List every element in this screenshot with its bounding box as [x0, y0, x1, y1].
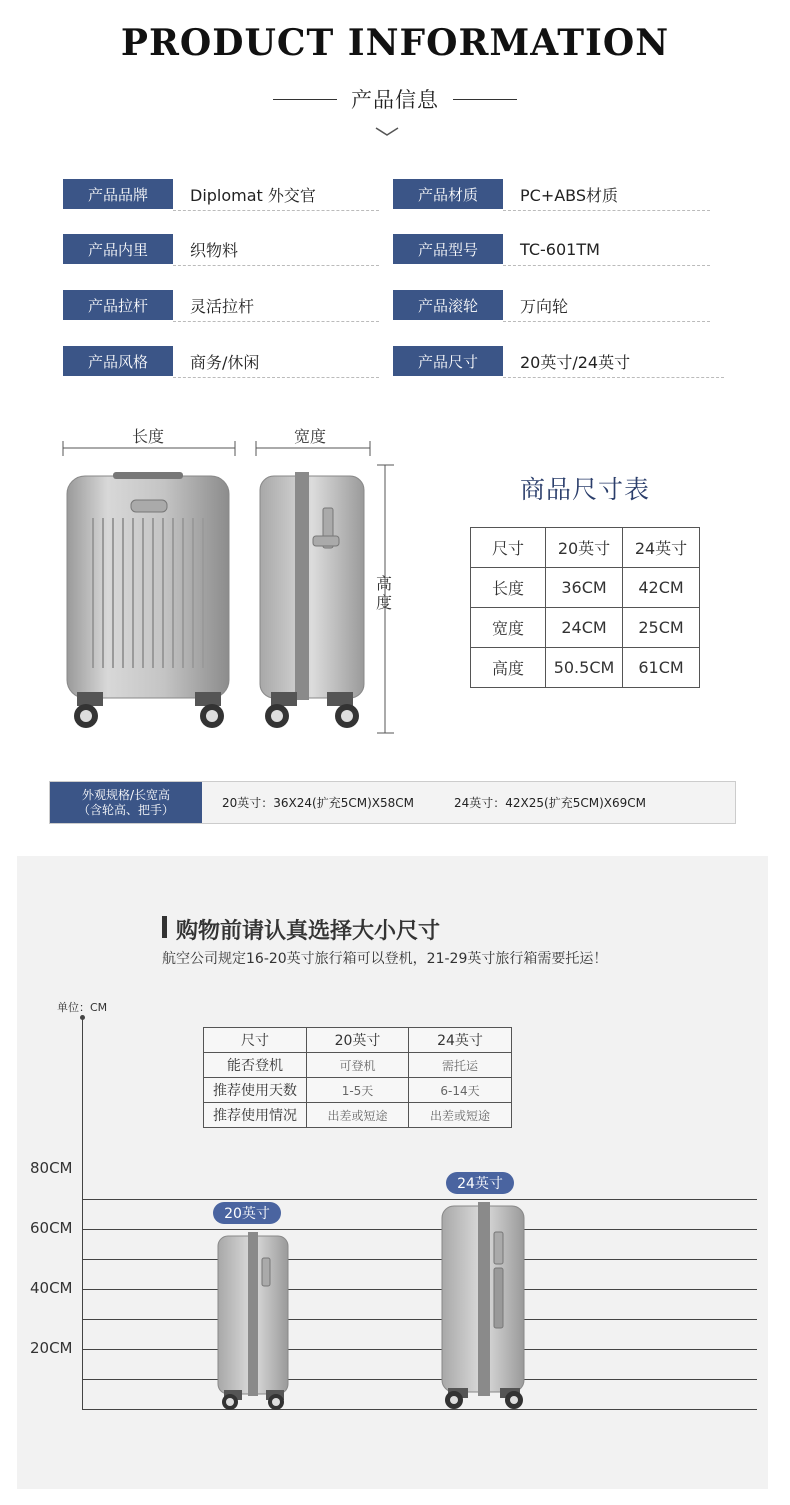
table-row	[471, 568, 700, 608]
tick-label: 20CM	[30, 1339, 73, 1357]
table-header-cell: 24英寸	[623, 528, 700, 568]
spec-item-24: 24英寸：42X25(扩充5CM)X69CM	[453, 796, 646, 810]
table-header-cell: 20英寸	[307, 1028, 409, 1053]
size-table	[470, 527, 700, 688]
page-title-en: PRODUCT INFORMATION	[120, 22, 670, 64]
info-label: 产品拉杆	[63, 290, 173, 320]
table-cell: 61CM	[623, 648, 700, 688]
tick-label: 60CM	[30, 1219, 73, 1237]
grid-line	[83, 1319, 757, 1320]
badge-20-inch: 20英寸	[213, 1202, 281, 1224]
table-cell: 36CM	[546, 568, 623, 608]
table-row	[471, 648, 700, 688]
table-cell: 可登机	[307, 1053, 409, 1078]
info-row-style	[63, 346, 259, 376]
table-cell: 出差或短途	[409, 1103, 512, 1128]
table-cell: 24CM	[546, 608, 623, 648]
page-subtitle	[0, 84, 790, 114]
info-row-handle	[63, 290, 254, 320]
table-row	[471, 608, 700, 648]
info-label: 产品尺寸	[393, 346, 503, 376]
suitcase-dimension-illustration	[55, 436, 405, 741]
grid-line	[83, 1199, 757, 1200]
grid-line	[83, 1289, 757, 1290]
tick-label: 40CM	[30, 1279, 73, 1297]
dotted-underline	[503, 377, 724, 378]
table-header-cell: 尺寸	[204, 1028, 307, 1053]
info-row-brand	[63, 179, 316, 209]
table-cell: 高度	[471, 648, 546, 688]
dotted-underline	[173, 210, 379, 211]
info-label: 产品材质	[393, 179, 503, 209]
table-cell: 出差或短途	[307, 1103, 409, 1128]
info-value: 织物料	[190, 240, 239, 260]
table-header-cell: 24英寸	[409, 1028, 512, 1053]
info-value: TC-601TM	[520, 239, 600, 259]
info-value: 万向轮	[520, 296, 569, 316]
table-cell: 推荐使用天数	[204, 1078, 307, 1103]
spec-item-20: 20英寸：36X24(扩充5CM)X58CM	[222, 796, 414, 810]
info-value: 商务/休闲	[190, 352, 260, 372]
info-label: 产品型号	[393, 234, 503, 264]
info-value: Diplomat 外交官	[190, 185, 316, 205]
info-row-size	[393, 346, 630, 376]
dotted-underline	[503, 321, 710, 322]
grid-line	[83, 1379, 757, 1380]
length-label: 长度	[132, 427, 165, 446]
dotted-underline	[503, 210, 710, 211]
comparison-title: 购物前请认真选择大小尺寸	[176, 919, 441, 944]
info-row-lining	[63, 234, 238, 264]
height-label: 高度	[376, 574, 393, 612]
spec-label-line2: （含轮高、把手）	[77, 802, 174, 817]
divider-right	[453, 99, 517, 100]
table-header-cell: 20英寸	[546, 528, 623, 568]
info-row-model	[393, 234, 600, 264]
info-label: 产品品牌	[63, 179, 173, 209]
page-title-cn: 产品信息	[351, 88, 439, 112]
title-accent-bar	[162, 916, 167, 938]
table-row	[204, 1053, 512, 1078]
suitcase-24-illustration	[436, 1198, 531, 1413]
spec-label-line1: 外观规格/长宽高	[81, 787, 171, 802]
table-row	[471, 528, 700, 568]
comparison-table	[203, 1027, 512, 1128]
grid-line	[83, 1349, 757, 1350]
grid-line	[83, 1229, 757, 1230]
table-cell: 需托运	[409, 1053, 512, 1078]
info-row-wheels	[393, 290, 568, 320]
table-row	[204, 1028, 512, 1053]
table-cell: 推荐使用情况	[204, 1103, 307, 1128]
table-cell: 42CM	[623, 568, 700, 608]
table-row	[204, 1103, 512, 1128]
spec-label	[50, 782, 202, 823]
table-cell: 50.5CM	[546, 648, 623, 688]
unit-label: 单位：CM	[57, 1001, 108, 1014]
dotted-underline	[173, 321, 379, 322]
info-value: 灵活拉杆	[190, 296, 255, 316]
table-cell: 宽度	[471, 608, 546, 648]
dotted-underline	[173, 265, 379, 266]
info-label: 产品滚轮	[393, 290, 503, 320]
size-table-title: 商品尺寸表	[519, 475, 650, 504]
badge-24-inch: 24英寸	[446, 1172, 514, 1194]
width-label: 宽度	[294, 427, 327, 446]
grid-line	[83, 1409, 757, 1410]
table-header-cell: 尺寸	[471, 528, 546, 568]
table-cell: 1-5天	[307, 1078, 409, 1103]
table-row	[204, 1078, 512, 1103]
suitcase-20-illustration	[210, 1228, 300, 1413]
info-value: PC+ABS材质	[520, 185, 619, 205]
table-cell: 25CM	[623, 608, 700, 648]
table-cell: 6-14天	[409, 1078, 512, 1103]
info-row-material	[393, 179, 618, 209]
dotted-underline	[173, 377, 379, 378]
info-label: 产品内里	[63, 234, 173, 264]
spec-bar	[49, 781, 736, 824]
info-label: 产品风格	[63, 346, 173, 376]
dotted-underline	[503, 265, 710, 266]
vertical-axis	[82, 1017, 83, 1410]
divider-left	[273, 99, 337, 100]
table-cell: 长度	[471, 568, 546, 608]
table-cell: 能否登机	[204, 1053, 307, 1078]
info-value: 20英寸/24英寸	[520, 352, 631, 372]
comparison-desc: 航空公司规定16-20英寸旅行箱可以登机，21-29英寸旅行箱需要托运！	[162, 951, 608, 967]
grid-line	[83, 1259, 757, 1260]
tick-label: 80CM	[30, 1159, 73, 1177]
chevron-down-icon	[374, 126, 400, 138]
